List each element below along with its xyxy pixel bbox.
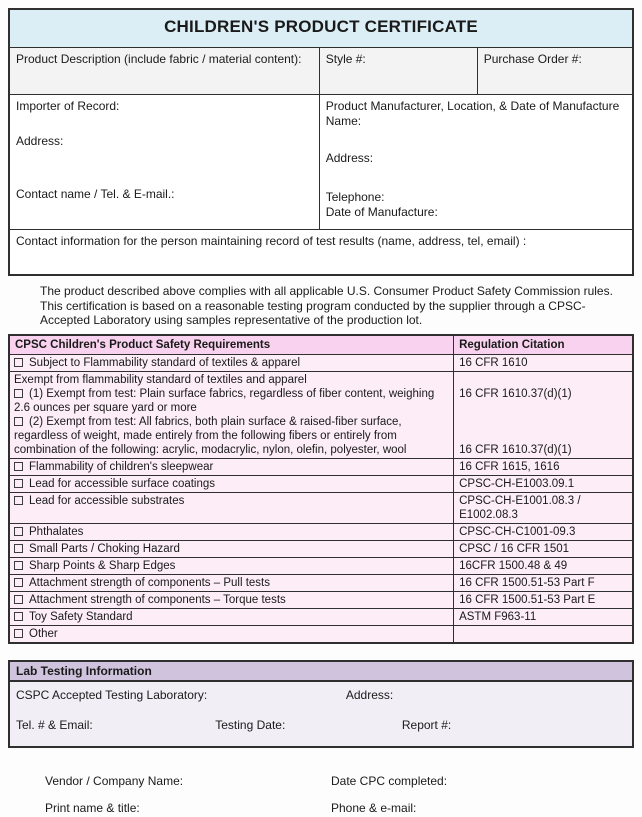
requirement-line	[14, 559, 448, 573]
checkbox-icon[interactable]	[14, 417, 23, 426]
checkbox-icon[interactable]	[14, 479, 23, 488]
lab-address-label: Address:	[345, 687, 394, 702]
citation-text: 16 CFR 1615, 1616	[459, 460, 560, 473]
citation-text: 16CFR 1500.48 & 49	[459, 559, 568, 572]
requirement-line	[14, 542, 448, 556]
lab-testing-header: Lab Testing Information	[10, 662, 632, 682]
requirement-text: Other	[29, 627, 58, 640]
date-of-manufacture-label: Date of Manufacture:	[325, 205, 438, 219]
citation-text: 16 CFR 1610.37(d)(1)	[459, 387, 572, 400]
requirement-line	[14, 627, 448, 641]
requirement-line	[14, 494, 448, 508]
citation-text: CPSC-CH-E1001.08.3 / E1002.08.3	[459, 494, 581, 521]
lab-testing-body[interactable]	[10, 682, 632, 746]
manufacturer-name-label: Name:	[325, 114, 362, 128]
checkbox-icon[interactable]	[14, 358, 23, 367]
footer-row-1	[8, 774, 634, 790]
signature-section	[8, 774, 634, 817]
citation-text: ASTM F963-11	[459, 610, 537, 623]
requirement-row	[10, 355, 632, 371]
importer-label: Importer of Record:	[16, 99, 120, 113]
requirement-row	[10, 492, 632, 523]
requirement-row	[10, 557, 632, 574]
requirement-cell	[10, 493, 454, 523]
requirement-cell	[10, 626, 454, 642]
requirement-line	[14, 373, 448, 387]
citation-cell	[454, 493, 632, 523]
page-title: CHILDREN'S PRODUCT CERTIFICATE	[164, 17, 478, 36]
record-keeper-cell[interactable]	[10, 230, 632, 274]
manufacturer-header: Product Manufacturer, Location, & Date of Manufacture	[325, 99, 620, 113]
requirement-line	[14, 610, 448, 624]
citation-text: 16 CFR 1500.51-53 Part E	[459, 593, 596, 606]
manufacturer-cell[interactable]	[320, 95, 632, 229]
requirement-text: Lead for accessible substrates	[29, 494, 185, 507]
certificate-page	[8, 8, 634, 817]
citation-text: CPSC-CH-C1001-09.3	[459, 525, 576, 538]
record-keeper-row	[10, 230, 632, 274]
requirement-row	[10, 608, 632, 625]
checkbox-icon[interactable]	[14, 629, 23, 638]
checkbox-icon[interactable]	[14, 496, 23, 505]
print-name-label: Print name & title:	[45, 800, 140, 815]
requirement-row	[10, 574, 632, 591]
footer-row-2	[8, 801, 634, 817]
manufacturer-telephone-label: Telephone:	[325, 190, 385, 204]
requirement-cell	[10, 524, 454, 540]
requirement-line	[14, 460, 448, 474]
lab-testing-date-label: Testing Date:	[215, 717, 286, 732]
requirement-line	[14, 593, 448, 607]
requirements-table	[8, 334, 634, 644]
requirement-row	[10, 458, 632, 475]
requirement-cell	[10, 476, 454, 492]
requirement-text: Attachment strength of components – Torque tests	[29, 593, 286, 606]
requirement-text: Lead for accessible surface coatings	[29, 477, 216, 490]
requirement-cell	[10, 592, 454, 608]
requirement-cell	[10, 609, 454, 625]
citation-cell	[454, 372, 632, 458]
requirement-text: (2) Exempt from test: All fabrics, both plain surface & raised-fiber surface, regardless of weight, made entirely from the following fibers or entirely from combination of the following: acrylic, modacrylic, nylon, olefin, polyester, wool	[14, 415, 407, 456]
requirement-cell	[10, 575, 454, 591]
requirement-text: Flammability of children's sleepwear	[29, 460, 214, 473]
checkbox-icon[interactable]	[14, 578, 23, 587]
importer-manufacturer-row	[10, 95, 632, 230]
requirement-line	[14, 356, 448, 370]
checkbox-icon[interactable]	[14, 561, 23, 570]
checkbox-icon[interactable]	[14, 527, 23, 536]
requirement-cell	[10, 355, 454, 371]
citation-text: 16 CFR 1610	[459, 356, 528, 369]
date-cpc-label: Date CPC completed:	[331, 773, 448, 788]
citation-cell	[454, 609, 632, 625]
style-label: Style #:	[325, 52, 366, 66]
requirement-text: Small Parts / Choking Hazard	[29, 542, 180, 555]
style-number-cell[interactable]	[320, 48, 478, 94]
citation-cell	[454, 541, 632, 557]
citation-cell	[454, 558, 632, 574]
requirement-line	[14, 576, 448, 590]
requirement-text: (1) Exempt from test: Plain surface fabrics, regardless of fiber content, weighing 2.6 ounces per square yard or more	[14, 387, 435, 414]
requirement-row	[10, 591, 632, 608]
requirement-row	[10, 371, 632, 458]
product-header-row	[10, 48, 632, 95]
product-info-table	[8, 8, 634, 276]
product-description-cell[interactable]	[10, 48, 320, 94]
citation-cell	[454, 476, 632, 492]
citation-header-label: Regulation Citation	[459, 338, 565, 351]
checkbox-icon[interactable]	[14, 595, 23, 604]
product-description-label: Product Description (include fabric / material content):	[16, 52, 302, 66]
citation-cell	[454, 575, 632, 591]
requirement-text: Toy Safety Standard	[29, 610, 133, 623]
requirement-row	[10, 625, 632, 642]
citation-text: CPSC / 16 CFR 1501	[459, 542, 570, 555]
requirements-table-header	[10, 336, 632, 355]
checkbox-icon[interactable]	[14, 544, 23, 553]
requirement-cell	[10, 541, 454, 557]
purchase-order-label: Purchase Order #:	[483, 52, 582, 66]
requirement-text: Attachment strength of components – Pull tests	[29, 576, 270, 589]
phone-email-label: Phone & e-mail:	[331, 800, 417, 815]
citation-text: 16 CFR 1500.51-53 Part F	[459, 576, 595, 589]
checkbox-icon[interactable]	[14, 389, 23, 398]
requirement-text: Sharp Points & Sharp Edges	[29, 559, 176, 572]
citation-cell	[454, 626, 632, 642]
requirement-cell	[10, 372, 454, 458]
requirements-table-body	[10, 355, 632, 642]
requirement-cell	[10, 558, 454, 574]
lab-report-label: Report #:	[401, 717, 452, 732]
requirement-cell	[10, 459, 454, 475]
requirement-text: Exempt from flammability standard of textiles and apparel	[14, 373, 307, 386]
purchase-order-cell[interactable]	[478, 48, 632, 94]
citation-cell	[454, 592, 632, 608]
requirement-line	[14, 387, 448, 415]
manufacturer-address-label: Address:	[325, 151, 374, 165]
citation-text: 16 CFR 1610.37(d)(1)	[459, 443, 572, 456]
requirement-line	[14, 415, 448, 457]
requirements-header-label: CPSC Children's Product Safety Requirements	[10, 336, 454, 354]
record-keeper-label: Contact information for the person maintaining record of test results (name, address, tel, email) :	[16, 234, 527, 248]
citation-cell	[454, 524, 632, 540]
lab-laboratory-label: CSPC Accepted Testing Laboratory:	[16, 687, 208, 702]
requirement-line	[14, 477, 448, 491]
title-bar	[10, 10, 632, 48]
requirement-line	[14, 525, 448, 539]
requirement-row	[10, 540, 632, 557]
requirement-row	[10, 475, 632, 492]
importer-address-label: Address:	[16, 134, 64, 148]
citation-cell	[454, 459, 632, 475]
vendor-name-label: Vendor / Company Name:	[45, 773, 184, 788]
lab-tel-email-label: Tel. # & Email:	[16, 717, 93, 732]
requirement-text: Phthalates	[29, 525, 84, 538]
compliance-statement: The product described above complies with all applicable U.S. Consumer Product Safety Commission rules. This certification is based on a reasonable testing program conducted by the supplier through a CPSC-Accepted Laboratory using samples representative of the production lot.	[40, 284, 613, 328]
lab-testing-box	[8, 660, 634, 748]
citation-text: CPSC-CH-E1003.09.1	[459, 477, 575, 490]
requirement-text: Subject to Flammability standard of textiles & apparel	[29, 356, 301, 369]
checkbox-icon[interactable]	[14, 612, 23, 621]
requirement-row	[10, 523, 632, 540]
citation-cell	[454, 355, 632, 371]
checkbox-icon[interactable]	[14, 462, 23, 471]
importer-contact-label: Contact name / Tel. & E-mail.:	[16, 187, 175, 201]
importer-cell[interactable]	[10, 95, 320, 229]
